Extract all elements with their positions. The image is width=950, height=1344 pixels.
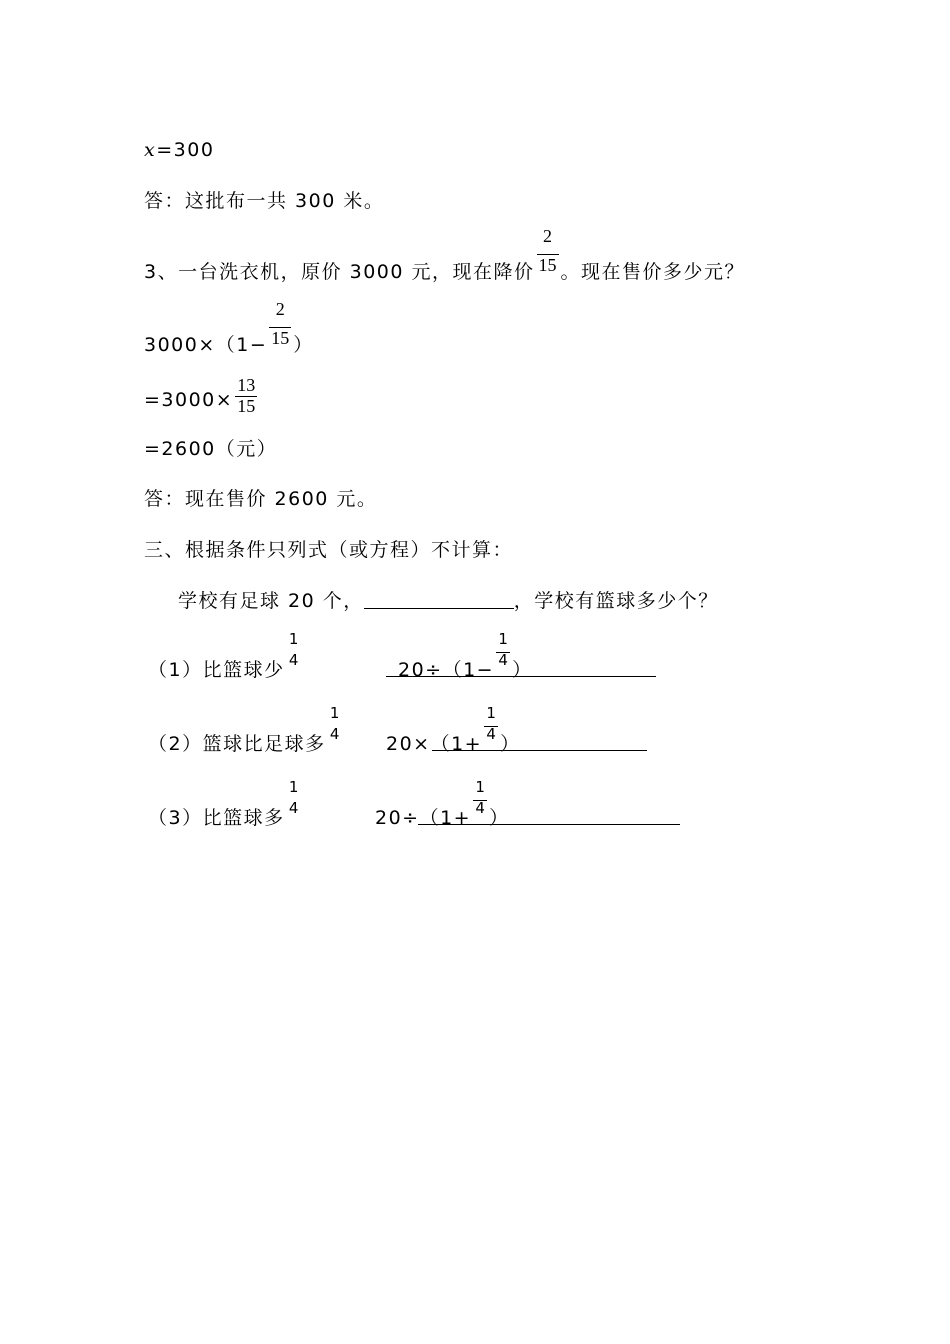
answer-expression-prefix: 20÷（1−: [398, 659, 495, 681]
item-3-fraction: [287, 778, 301, 824]
question-3-text: 3、一台洗衣机，原价 3000 元，现在降价: [144, 261, 535, 283]
item-1-fraction: [287, 630, 301, 676]
problem-statement: [178, 588, 719, 613]
fraction-numerator: 1: [288, 778, 299, 796]
item-3-label: [148, 778, 303, 830]
fraction-numerator: 1: [475, 778, 485, 796]
fraction-numerator: 1: [288, 630, 299, 648]
item-label-text: （2）篮球比足球多: [148, 733, 326, 755]
fraction-numerator: 1: [486, 704, 496, 722]
step-1-prefix: 3000×（1−: [144, 334, 268, 356]
condition-blank[interactable]: [364, 588, 514, 609]
variable-x: x: [144, 139, 157, 161]
step-1: [144, 299, 314, 357]
step-2-prefix: =3000×: [144, 389, 234, 411]
fraction-denominator: 4: [475, 799, 485, 817]
answer-expression-suffix: ）: [500, 733, 521, 755]
fraction-numerator: 1: [498, 630, 508, 648]
fraction-denominator: 15: [237, 396, 256, 416]
problem-suffix: ，学校有篮球多少个？: [513, 590, 719, 612]
step-3: =2600（元）: [144, 438, 278, 460]
answer-1: 答：这批布一共 300 米。: [144, 190, 385, 212]
fraction-denominator: 15: [538, 255, 557, 275]
fraction-numerator: 1: [329, 704, 340, 722]
question-3: [144, 226, 746, 284]
fraction-denominator: 4: [288, 651, 299, 669]
step-2-fraction: [235, 376, 257, 416]
item-1-label: [148, 630, 303, 682]
section-3-heading: 三、根据条件只列式（或方程）不计算：: [144, 539, 514, 561]
item-3-answer: [375, 778, 510, 830]
fraction-denominator: 4: [498, 651, 508, 669]
item-label-text: （3）比篮球多: [148, 807, 285, 829]
step-1-suffix: ）: [293, 334, 314, 356]
fraction-2-15: [537, 226, 559, 278]
fraction-numerator: 2: [275, 299, 285, 319]
fraction-numerator: 13: [237, 375, 256, 395]
answer-fraction: [496, 630, 510, 676]
fraction-denominator: 4: [329, 725, 340, 743]
question-3-tail: 。现在售价多少元？: [560, 261, 746, 283]
fraction-denominator: 4: [486, 725, 496, 743]
item-2-fraction: [328, 704, 342, 750]
fraction-numerator: 2: [543, 226, 553, 246]
step-2: [144, 376, 259, 416]
answer-expression-prefix: 20×（1+: [386, 733, 483, 755]
answer-expression-prefix: 20÷（1+: [375, 807, 472, 829]
item-2-label: [148, 704, 344, 756]
step-1-fraction: [269, 299, 291, 351]
fraction-denominator: 15: [271, 328, 290, 348]
item-1-answer: [386, 630, 533, 682]
solution-x-line: [144, 138, 214, 162]
answer-expression-suffix: ）: [512, 659, 533, 681]
item-label-text: （1）比篮球少: [148, 659, 285, 681]
x-value: =300: [156, 139, 215, 161]
fraction-denominator: 4: [288, 799, 299, 817]
problem-prefix: 学校有足球 20 个，: [178, 590, 364, 612]
answer-expression-suffix: ）: [489, 807, 510, 829]
answer-fraction: [484, 704, 498, 750]
answer-fraction: [473, 778, 487, 824]
item-2-answer: [386, 704, 521, 756]
answer-3: 答：现在售价 2600 元。: [144, 488, 378, 510]
